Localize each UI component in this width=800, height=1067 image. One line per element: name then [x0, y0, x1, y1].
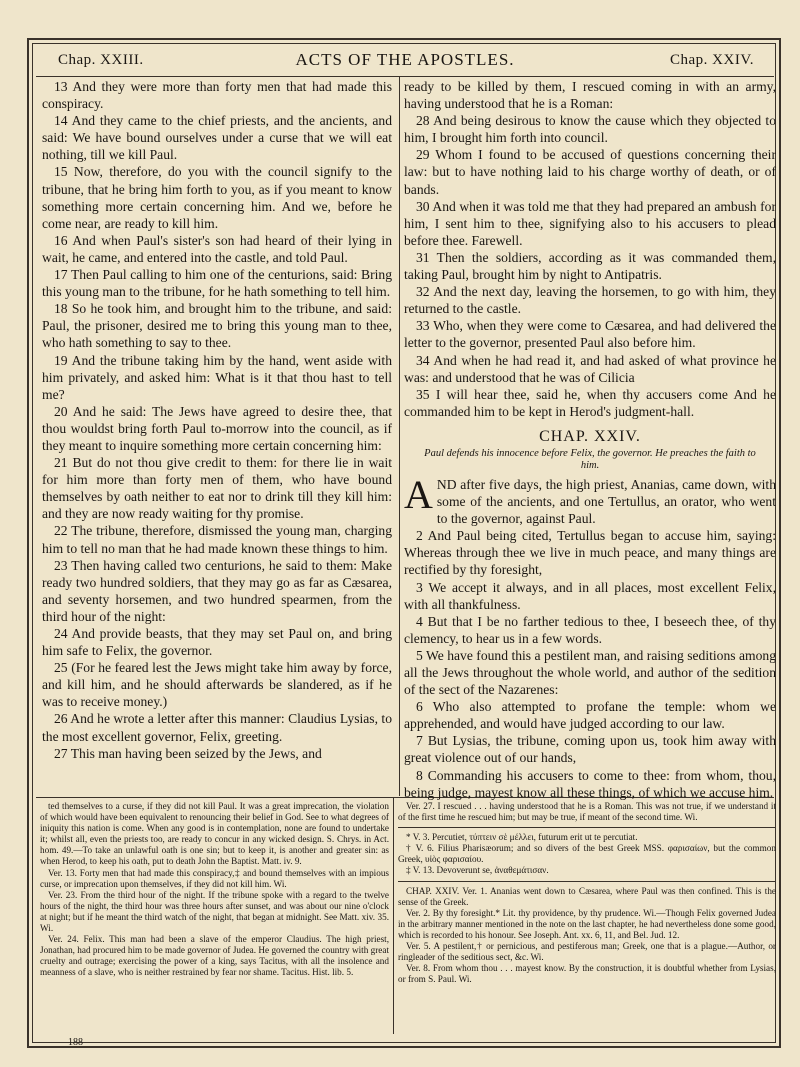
- verse: 6 Who also attempted to profane the temple: whom we apprehended, and would have judged according to our law.: [404, 699, 776, 732]
- verse: 16 And when Paul's sister's son had heard of their lying in wait, he came, and entered into the castle, and told Paul.: [42, 232, 392, 265]
- verse: 15 Now, therefore, do you with the council signify to the tribune, that he bring him forth to you, as if you meant to know something more certain concerning him. And we, before he come near, are ready to kill him.: [42, 164, 392, 231]
- footnote: ted themselves to a curse, if they did not kill Paul. It was a great imprecation, the violation of which would have been equivalent to renouncing their belief in God. See to what degrees of iniquity this nation is come. When any good is in contemplation, none are found to undertake it; whilst all, even the priests too, are ready to concur in any wicked design. S. Chrys. in Act. hom. 49.—To take an unlawful oath is one sin; but to keep it, is another and greater sin: as when Herod, to keep his oath, put to death John the Baptist. Matt. iv. 9.: [40, 801, 389, 867]
- header-chapter-left: Chap. XXIII.: [58, 52, 144, 68]
- verse: 27 This man having been seized by the Jews, and: [54, 745, 322, 761]
- verse: 32 And the next day, leaving the horsemen, to go with him, they returned to the castle.: [404, 284, 776, 317]
- verse: 19 And the tribune taking him by the hand, went aside with him privately, and asked him: What is it that thou hast to tell me?: [42, 352, 392, 402]
- verse: 21 But do not thou give credit to them: for there lie in wait for him more than forty men of them, who have bound themselves by oath neither to eat nor to drink till they kill him: and they are now ready waiting for thy promise.: [42, 455, 392, 522]
- chapter-first-verse: [404, 471, 776, 527]
- footnotes-left: [40, 801, 389, 979]
- verse: 14 And they came to the chief priests, and the ancients, and said: We have bound ourselves under a curse that we will eat nothing, till we kill Paul.: [42, 113, 392, 163]
- verse: 33 Who, when they were come to Cæsarea, and had delivered the letter to the governor, presented Paul also before him.: [404, 318, 776, 351]
- verse: 24 And provide beasts, that they may set Paul on, and bring him safe to Felix, the governor.: [42, 626, 392, 659]
- verse: 4 But that I be no farther tedious to thee, I beseech thee, of thy clemency, to hear us in a few words.: [404, 613, 776, 646]
- greek-note: ‡ V. 13. Devoverunt se, ἀναθεμάτισαν.: [406, 865, 549, 876]
- drop-cap-letter: A: [404, 471, 433, 517]
- verse: 30 And when it was told me that they had prepared an ambush for him, I sent him to thee, signifying also to his accusers to plead before thee. Farewell.: [404, 198, 776, 248]
- footnote: Ver. 13. Forty men that had made this conspiracy,‡ and bound themselves with an impious curse, or imprecation upon themselves, if they did not kill him. Wi.: [40, 867, 389, 889]
- footnote-separator: [398, 827, 776, 828]
- verse: 8 Commanding his accusers to come to thee: from whom, thou, being judge, mayest know all these things, of which we accuse him.: [404, 767, 776, 800]
- header-book-title: ACTS OF THE APOSTLES.: [295, 50, 515, 69]
- verse: 23 Then having called two centurions, he said to them: Make ready two hundred soldiers, that they may go as far as Cæsarea, and seventy horsemen, and two hundred spearmen, from the third hour of the night:: [42, 557, 392, 624]
- verse: 35 I will hear thee, said he, when thy accusers come And he commanded him to be kept in Herod's judgment-hall.: [404, 386, 776, 419]
- greek-note: * V. 3. Percutiet, τύπτειν σὲ μέλλει, futurum erit ut te percutiat.: [406, 832, 638, 843]
- footnote: Ver. 24. Felix. This man had been a slave of the emperor Claudius. The high priest, Jonathan, had procured him to be made governor of Judea. He governed the country with great cruelty and outrage; exercising the power of a king, says Tacitus, with all the insolence and meanness of a slave, who is neither restrained by fear nor shame. Tacitus. Hist. lib. 5.: [40, 934, 389, 978]
- verse: 25 (For he feared lest the Jews might take him away by force, and kill him, and he should afterwards be slandered, as if he was to receive money.): [42, 660, 392, 710]
- footnote-column-divider: [393, 798, 394, 1034]
- running-header: [36, 44, 774, 77]
- left-text-column: [42, 78, 392, 762]
- footnotes-right: [398, 801, 776, 985]
- verse: 31 Then the soldiers, according as it was commanded them, taking Paul, brought him by night to Antipatris.: [404, 249, 776, 283]
- verse: 2 And Paul being cited, Tertullus began to accuse him, saying: Whereas through thee we live in much peace, and many things are rectified by thy foresight,: [404, 528, 776, 578]
- page-number: 188: [68, 1037, 83, 1048]
- footnote: Ver. 5. A pestilent,† or pernicious, and pestiferous man; Greek, one that is a plague.—Author, or ringleader of the seditious sect, &c. Wi.: [398, 941, 776, 963]
- footnote: Ver. 2. By thy foresight.* Lit. thy providence, by thy prudence. Wi.—Though Felix governed Judea in the arbitrary manner mentioned in the note on the last chapter, he had nevertheless done some good, which is recorded to his honour. See Joseph. Ant. xx. 6, 11, and Bel. Jud. 12.: [398, 907, 776, 940]
- greek-note: † V. 6. Filius Pharisæorum; and so divers of the best Greek MSS. φαρισαίων, but the common Greek, υἱὸς φαρισαίου.: [398, 843, 776, 865]
- verse: 34 And when he had read it, and had asked of what province he was: and understood that he was of Cilicia: [404, 352, 776, 385]
- footnote: Ver. 8. From whom thou . . . mayest know. By the construction, it is doubtful whether from Lysias, or from S. Paul. Wi.: [398, 963, 776, 985]
- verse: 26 And he wrote a letter after this manner: Claudius Lysias, to the most excellent governor, Felix, greeting.: [42, 711, 392, 744]
- verse: 7 But Lysias, the tribune, coming upon us, took him away with great violence out of our hands,: [404, 733, 776, 766]
- verse: 29 Whom I found to be accused of questions concerning their law: but to have nothing laid to his charge worthy of death, or of bands.: [404, 147, 776, 197]
- verse: 13 And they were more than forty men that had made this conspiracy.: [42, 79, 392, 112]
- verse: 17 Then Paul calling to him one of the centurions, said: Bring this young man to the tribune, for he hath something to tell him.: [42, 267, 392, 300]
- footnote: Ver. 27. I rescued . . . having understood that he is a Roman. This was not true, if we understand it of the first time he rescued him; but may be true, if meant of the second time. Wi.: [398, 801, 776, 823]
- verse: 5 We have found this a pestilent man, and raising seditions among all the Jews throughout the whole world, and author of the sedition of the sect of the Nazarenes:: [404, 647, 776, 698]
- first-verse-text: ND after five days, the high priest, Ananias, came down, with some of the ancients, and one Tertullus, an orator, who went to the governor, against Paul.: [436, 476, 776, 527]
- header-chapter-right: Chap. XXIV.: [670, 52, 754, 68]
- verse: 18 So he took him, and brought him to the tribune, and said: Paul, the prisoner, desired me to bring this young man to thee, who hath something to say to thee.: [42, 301, 392, 351]
- verse: 28 And being desirous to know the cause which they objected to him, I brought him forth into council.: [404, 113, 776, 146]
- footnote-separator: [398, 881, 776, 882]
- footnote: Ver. 23. From the third hour of the night. If the tribune spoke with a regard to the twelve hours of the night, the third hour was three hours after sunset, and was about our nine o'clock at night; but if he meant the third watch of the night, that began at midnight. See Matt. xiv. 35. Wi.: [40, 889, 389, 934]
- right-text-column: [404, 78, 776, 801]
- verse-continued: ready to be killed by them, I rescued coming in with an army, having understood that he is a Roman:: [404, 79, 776, 112]
- column-divider: [399, 76, 400, 796]
- verse: 20 And he said: The Jews have agreed to desire thee, that thou wouldst bring forth Paul to-morrow into the council, as if they meant to inquire something more certain concerning him:: [42, 403, 392, 453]
- verse: 22 The tribune, therefore, dismissed the young man, charging him to tell no man that he had made known these things to him.: [42, 523, 392, 556]
- chapter-heading: CHAP. XXIV.: [539, 427, 641, 445]
- chapter-summary: Paul defends his innocence before Felix, the governor. He preaches the faith to him.: [424, 447, 756, 471]
- footnote: CHAP. XXIV. Ver. 1. Ananias went down to Cæsarea, where Paul was then confined. This is the sense of the Greek.: [398, 885, 776, 907]
- verse: 3 We accept it always, and in all places, most excellent Felix, with all thankfulness.: [404, 579, 776, 612]
